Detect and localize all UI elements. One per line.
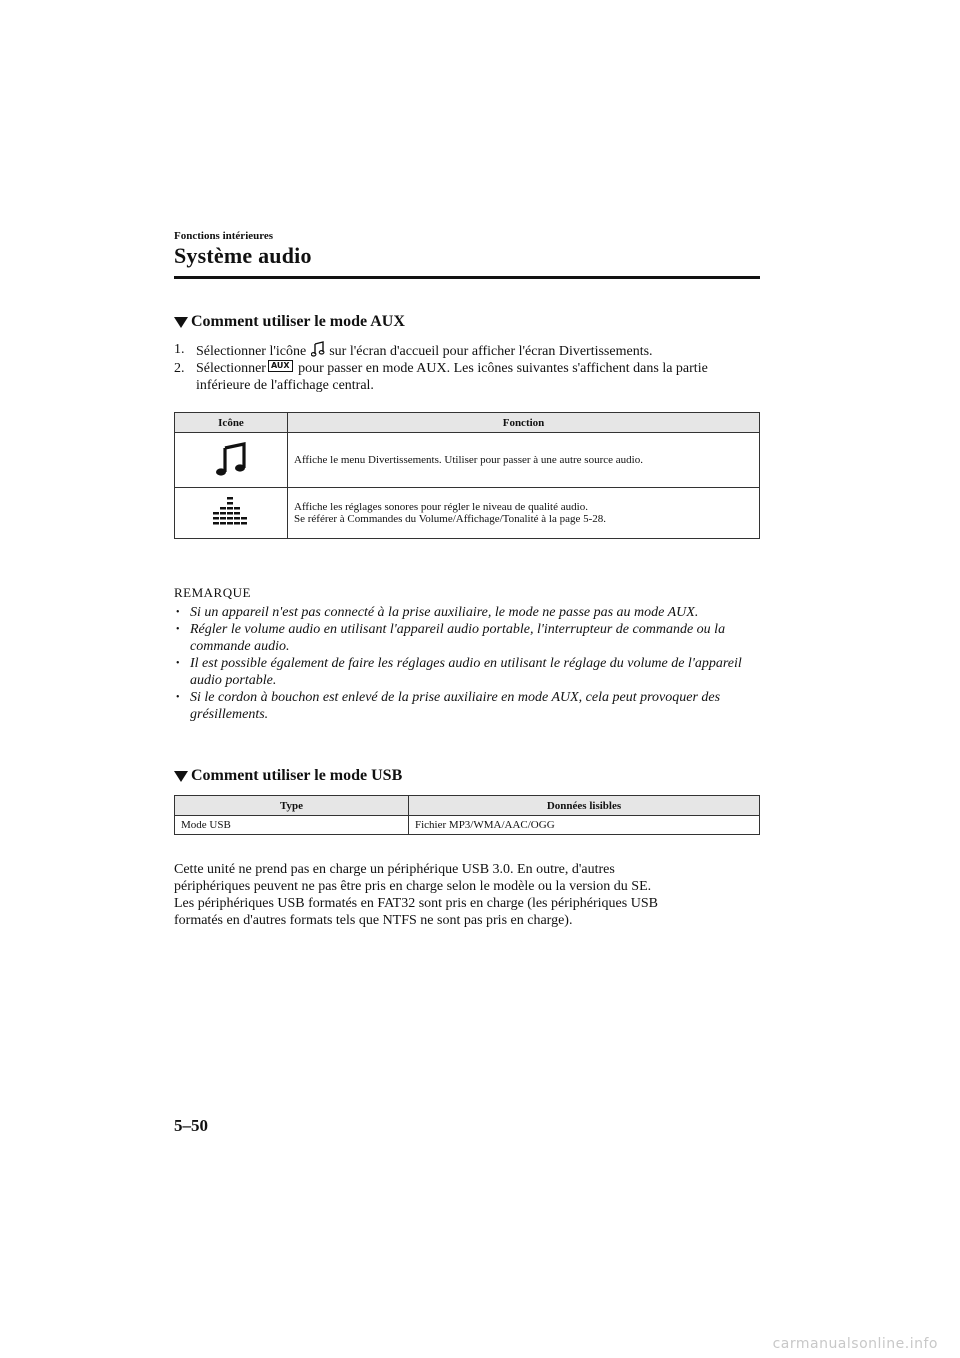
bullet-icon: • [176, 692, 180, 703]
chapter-label: Fonctions intérieures [174, 230, 274, 242]
aux-section-heading [174, 313, 405, 331]
aux-heading-text: Comment utiliser le mode AUX [191, 313, 405, 330]
music-note-icon [214, 442, 248, 476]
remark-heading: REMARQUE [174, 585, 251, 600]
watermark: carmanualsonline.info [772, 1336, 938, 1352]
paragraph-line: périphériques peuvent ne pas être pris en charge selon le modèle ou la version du SE. [174, 879, 652, 894]
table-row [175, 488, 760, 539]
aux-icon-table [174, 412, 760, 539]
function-cell: Affiche le menu Divertissements. Utiliser pour passer à une autre source audio. [288, 433, 760, 488]
remark-item: • Si le cordon à bouchon est enlevé de la prise auxiliaire en mode AUX, cela peut provoquer des grésillements. [176, 690, 721, 722]
usb-table [174, 795, 760, 835]
table-header: Type [175, 796, 409, 816]
triangle-marker-icon [174, 771, 188, 782]
step-2 [174, 360, 764, 394]
paragraph-line: formatés en d'autres formats tels que NTFS ne sont pas pris en charge). [174, 913, 573, 928]
table-header: Icône [175, 413, 288, 433]
table-header: Données lisibles [409, 796, 760, 816]
bullet-icon: • [176, 624, 180, 635]
step-text: Sélectionner l'icône sur l'écran d'accueil pour afficher l'écran Divertissements. [196, 341, 653, 360]
remark-item: • Il est possible également de faire les réglages audio en utilisant le réglage du volume de l'appareil audio portable. [176, 656, 742, 688]
table-row [175, 433, 760, 488]
function-line: Affiche les réglages sonores pour régler le niveau de qualité audio. [294, 501, 588, 513]
table-row [175, 816, 760, 835]
function-line: Se référer à Commandes du Volume/Affichage/Tonalité à la page 5-28. [294, 513, 607, 525]
music-note-icon [311, 341, 325, 357]
icon-cell [175, 433, 288, 488]
page-title: Système audio [174, 243, 312, 268]
title-rule [174, 276, 760, 279]
step-number: 2. [174, 361, 185, 376]
bullet-icon: • [176, 607, 180, 618]
step-text: Sélectionner AUX pour passer en mode AUX. Les icônes suivantes s'affichent dans la partie inférieure de l'affichage central. [196, 361, 708, 393]
table-cell: Fichier MP3/WMA/AAC/OGG [409, 816, 760, 835]
usb-section-heading [174, 767, 402, 785]
step-1 [174, 341, 764, 360]
remark-item: • Régler le volume audio en utilisant l'appareil audio portable, l'interrupteur de commande ou la commande audio. [176, 622, 726, 654]
aux-button: AUX [268, 360, 293, 372]
paragraph-line: Les périphériques USB formatés en FAT32 sont pris en charge (les périphériques USB [174, 896, 658, 911]
icon-cell [175, 488, 288, 539]
remark-item: • Si un appareil n'est pas connecté à la prise auxiliaire, le mode ne passe pas au mode AUX. [176, 605, 699, 620]
usb-paragraph [174, 861, 764, 929]
bullet-icon: • [176, 658, 180, 669]
paragraph-line: Cette unité ne prend pas en charge un périphérique USB 3.0. En outre, d'autres [174, 862, 615, 877]
function-cell [288, 488, 760, 539]
page-number: 5–50 [174, 1116, 208, 1135]
table-cell: Mode USB [175, 816, 409, 835]
remark-block [174, 584, 774, 723]
step-number: 1. [174, 342, 185, 357]
triangle-marker-icon [174, 317, 188, 328]
equalizer-icon [212, 495, 250, 529]
aux-steps [174, 341, 764, 394]
usb-heading-text: Comment utiliser le mode USB [191, 767, 403, 784]
table-header: Fonction [288, 413, 760, 433]
